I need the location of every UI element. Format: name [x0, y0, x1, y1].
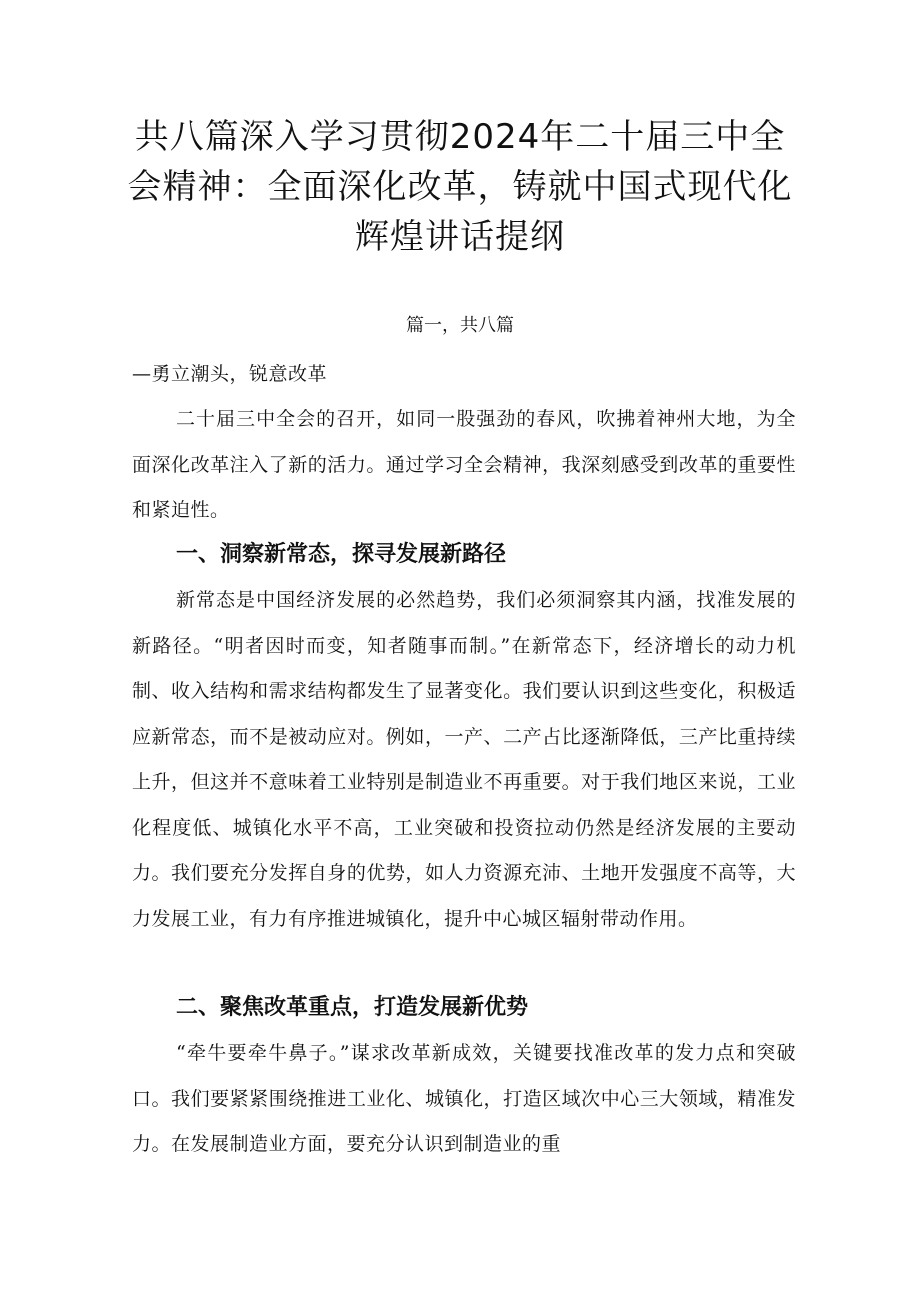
document-title	[120, 112, 800, 262]
intro-paragraph: 二十届三中全会的召开，如同一股强劲的春风，吹拂着神州大地，为全面深化改革注入了新的活力。通过学习全会精神，我深刻感受到改革的重要性和紧迫性。	[132, 408, 796, 521]
document-subtitle: 篇一，共八篇	[406, 315, 514, 336]
title-line-3: 辉煌讲话提纲	[355, 217, 565, 257]
tagline: —勇立潮头，锐意改革	[132, 363, 328, 385]
section-heading-2: 二、聚焦改革重点，打造发展新优势	[176, 995, 529, 1020]
section-paragraph-2: “牵牛要牵牛鼻子。”谋求改革新成效，关键要找准改革的发力点和突破口。我们要紧紧围绕推进工业化、城镇化，打造区域次中心三大领域，精准发力。在发展制造业方面，要充分认识到制造业的重	[132, 1042, 796, 1155]
section-paragraph-1: 新常态是中国经济发展的必然趋势，我们必须洞察其内涵，找准发展的新路径。“明者因时而变，知者随事而制。”在新常态下，经济增长的动力机制、收入结构和需求结构都发生了显著变化。我们要认识到这些变化，积极适应新常态，而不是被动应对。例如，一产、二产占比逐渐降低，三产比重持续上升，但这并不意味着工业特别是制造业不再重要。对于我们地区来说，工业化程度低、城镇化水平不高，工业突破和投资拉动仍然是经济发展的主要动力。我们要充分发挥自身的优势，如人力资源充沛、土地开发强度不高等，大力发展工业，有力有序推进城镇化，提升中心城区辐射带动作用。	[132, 589, 796, 930]
section-heading-1: 一、洞察新常态，探寻发展新路径	[176, 542, 507, 567]
title-line-2: 会精神：全面深化改革，铸就中国式现代化	[127, 167, 793, 207]
title-line-1: 共八篇深入学习贯彻2024年二十届三中全	[134, 117, 786, 157]
